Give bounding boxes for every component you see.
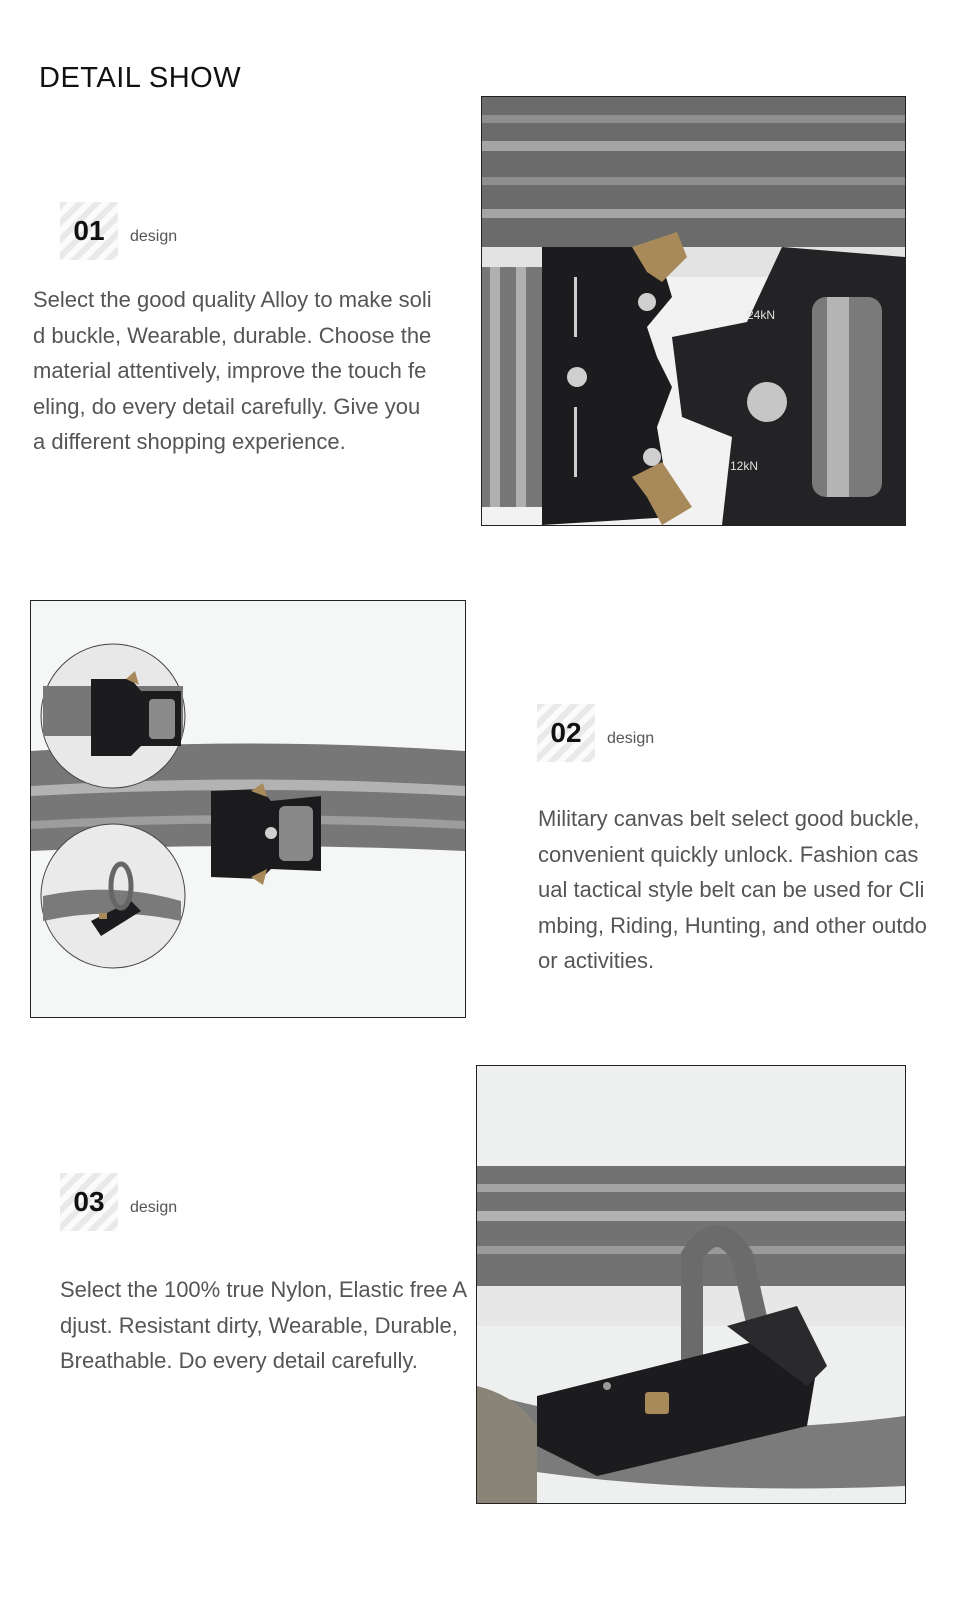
buckle-side-photo — [476, 1065, 906, 1504]
load-rating-label: 24kN — [747, 308, 776, 322]
step-01-header — [60, 202, 177, 260]
step-tag: design — [130, 228, 178, 245]
load-rating-label-2: 12kN — [730, 459, 759, 473]
step-02-description: Military canvas belt select good buckle, convenient quickly unlock. Fashion casual tactical style belt can be used for Climbing, Riding, Hunting, and other outdoor activities. — [538, 806, 927, 973]
step-tag: design — [130, 1199, 178, 1216]
buckle-closeup-photo — [481, 96, 906, 526]
step-tag: design — [607, 730, 655, 747]
belt-overview-photo — [30, 600, 466, 1018]
step-03-header — [60, 1173, 177, 1231]
page-title: DETAIL SHOW — [39, 62, 242, 94]
step-number: 03 — [60, 1173, 118, 1231]
step-number: 02 — [537, 704, 595, 762]
step-03-description: Select the 100% true Nylon, Elastic free Adjust. Resistant dirty, Wearable, Durable, Breathable. Do every detail carefully. — [60, 1277, 468, 1373]
step-01-description: Select the good quality Alloy to make solid buckle, Wearable, durable. Choose the material attentively, improve the touch feeling, do every detail carefully. Give you a different shopping experience. — [33, 287, 432, 454]
step-02-header — [537, 704, 654, 762]
step-number: 01 — [60, 202, 118, 260]
